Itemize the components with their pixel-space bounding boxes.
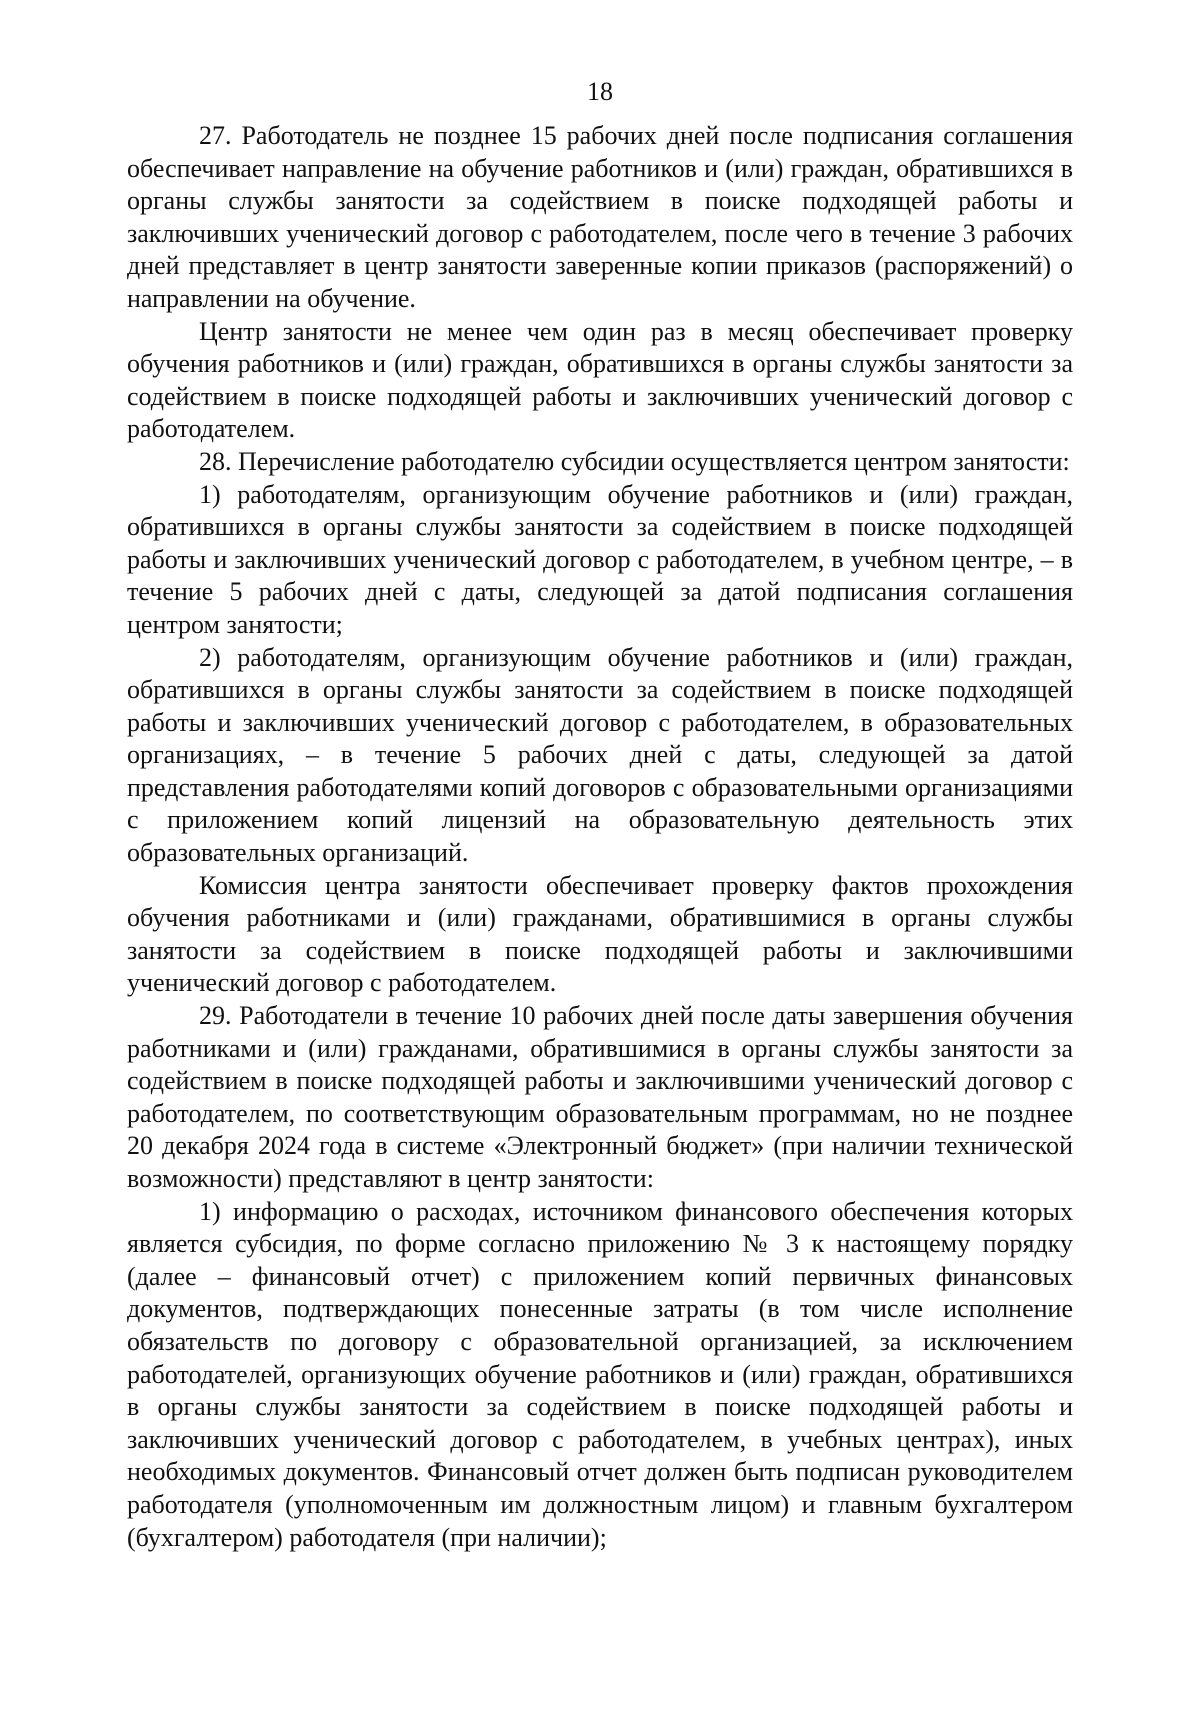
paragraph-28: 28. Перечисление работодателю субсидии осуществляется центром занятости:	[199, 446, 1070, 476]
page-number: 18	[587, 77, 613, 106]
paragraph-28-commission: Комиссия центра занятости обеспечивает проверку фактов прохождения обучения работниками и (или) гражданами, обратившимися в органы службы занятости за содействием в поиске подходящей работы и заключившими ученический договор с работодателем.	[127, 870, 1073, 998]
paragraph-28-item-2: 2) работодателям, организующим обучение работников и (или) граждан, обратившихся в органы службы занятости за содействием в поиске подходящей работы и заключивших ученический договор с работодателем, в образовательных организациях, – в течение 5 рабочих дней с даты, следующей за датой представления работодателями копий договоров с образовательными организациями с приложением копий лицензий на образовательную деятельность этих образовательных организаций.	[127, 642, 1073, 868]
paragraph-28-item-1: 1) работодателям, организующим обучение работников и (или) граждан, обратившихся в органы службы занятости за содействием в поиске подходящей работы и заключивших ученический договор с работодателем, в учебном центре, – в течение 5 рабочих дней с даты, следующей за датой подписания соглашения центром занятости;	[127, 479, 1073, 639]
paragraph-29: 29. Работодатели в течение 10 рабочих дней после даты завершения обучения работниками и (или) гражданами, обратившимися в органы службы занятости за содействием в поиске подходящей работы и заключившими ученический договор с работодателем, по соответствующим образовательным программам, но не позднее 20 декабря 2024 года в системе «Электронный бюджет» (при наличии технической возможности) представляют в центр занятости:	[127, 1001, 1073, 1193]
paragraph-29-item-1: 1) информацию о расходах, источником финансового обеспечения которых является субсидия, по форме согласно приложению № 3 к настоящему порядку (далее – финансовый отчет) с приложением копий первичных финансовых документов, подтверждающих понесенные затраты (в том числе исполнение обязательств по договору с образовательной организацией, за исключением работодателей, организующих обучение работников и (или) граждан, обратившихся в органы службы занятости за содействием в поиске подходящей работы и заключивших ученический договор с работодателем, в учебных центрах), иных необходимых документов. Финансовый отчет должен быть подписан руководителем работодателя (уполномоченным им должностным лицом) и главным бухгалтером (бухгалтером) работодателя (при наличии);	[127, 1196, 1073, 1552]
paragraph-27: 27. Работодатель не позднее 15 рабочих дней после подписания соглашения обеспечивает направление на обучение работников и (или) граждан, обратившихся в органы службы занятости за содействием в поиске подходящей работы и заключивших ученический договор с работодателем, после чего в течение 3 рабочих дней представляет в центр занятости заверенные копии приказов (распоряжений) о направлении на обучение.	[127, 121, 1073, 313]
document-body	[127, 120, 1073, 1554]
paragraph-27-control: Центр занятости не менее чем один раз в месяц обеспечивает проверку обучения работников и (или) граждан, обратившихся в органы службы занятости за содействием в поиске подходящей работы и заключивших ученический договор с работодателем.	[127, 316, 1073, 444]
